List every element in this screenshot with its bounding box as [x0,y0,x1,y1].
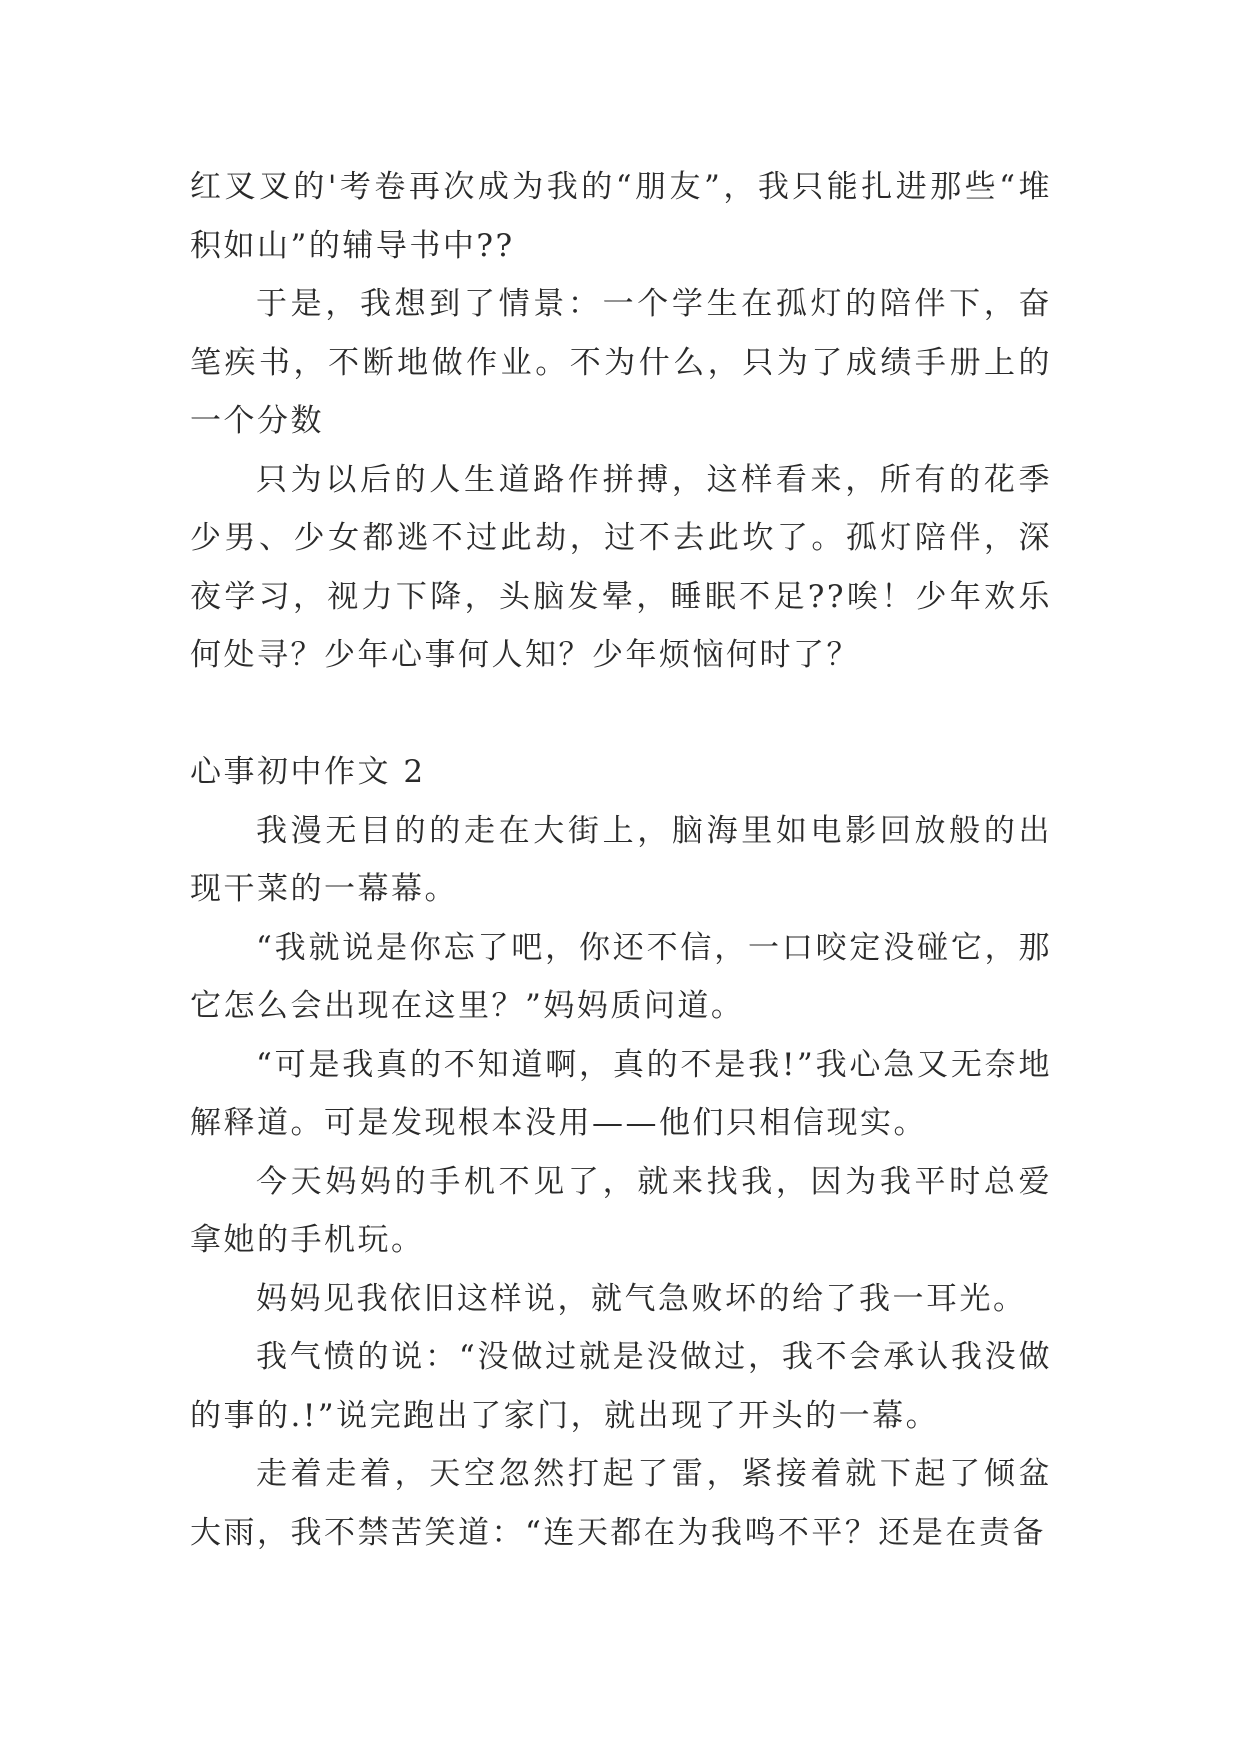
paragraph-3: 只为以后的人生道路作拼搏，这样看来，所有的花季少男、少女都逃不过此劫，过不去此坎了。孤灯陪伴，深夜学习，视力下降，头脑发晕，睡眠不足??唉！少年欢乐何处寻？少年心事何人知？少年烦恼何时了？ [190,461,1052,673]
paragraph-6: “可是我真的不知道啊，真的不是我!”我心急又无奈地解释道。可是发现根本没用——他们只相信现实。 [190,1046,1052,1141]
paragraph-2: 于是，我想到了情景：一个学生在孤灯的陪伴下，奋笔疾书，不断地做作业。不为什么，只为了成绩手册上的一个分数 [190,286,1052,439]
paragraph-10: 走着走着，天空忽然打起了雷，紧接着就下起了倾盆大雨，我不禁苦笑道：“连天都在为我鸣不平？还是在责备 [190,1456,1052,1551]
paragraph-9: 我气愤的说：“没做过就是没做过，我不会承认我没做的事的.!”说完跑出了家门，就出现了开头的一幕。 [190,1339,1052,1434]
document-body [190,158,1052,1562]
paragraph-1: 红叉叉的'考卷再次成为我的“朋友”，我只能扎进那些“堆积如山”的辅导书中?? [190,169,1052,264]
paragraph-4: 我漫无目的的走在大街上，脑海里如电影回放般的出现干菜的一幕幕。 [190,812,1052,907]
section-gap [190,685,1052,744]
section-heading: 心事初中作文 2 [190,754,426,790]
paragraph-5: “我就说是你忘了吧，你还不信，一口咬定没碰它，那它怎么会出现在这里？”妈妈质问道。 [190,929,1052,1024]
paragraph-7: 今天妈妈的手机不见了，就来找我，因为我平时总爱拿她的手机玩。 [190,1163,1052,1258]
paragraph-8: 妈妈见我依旧这样说，就气急败坏的给了我一耳光。 [256,1280,1027,1317]
